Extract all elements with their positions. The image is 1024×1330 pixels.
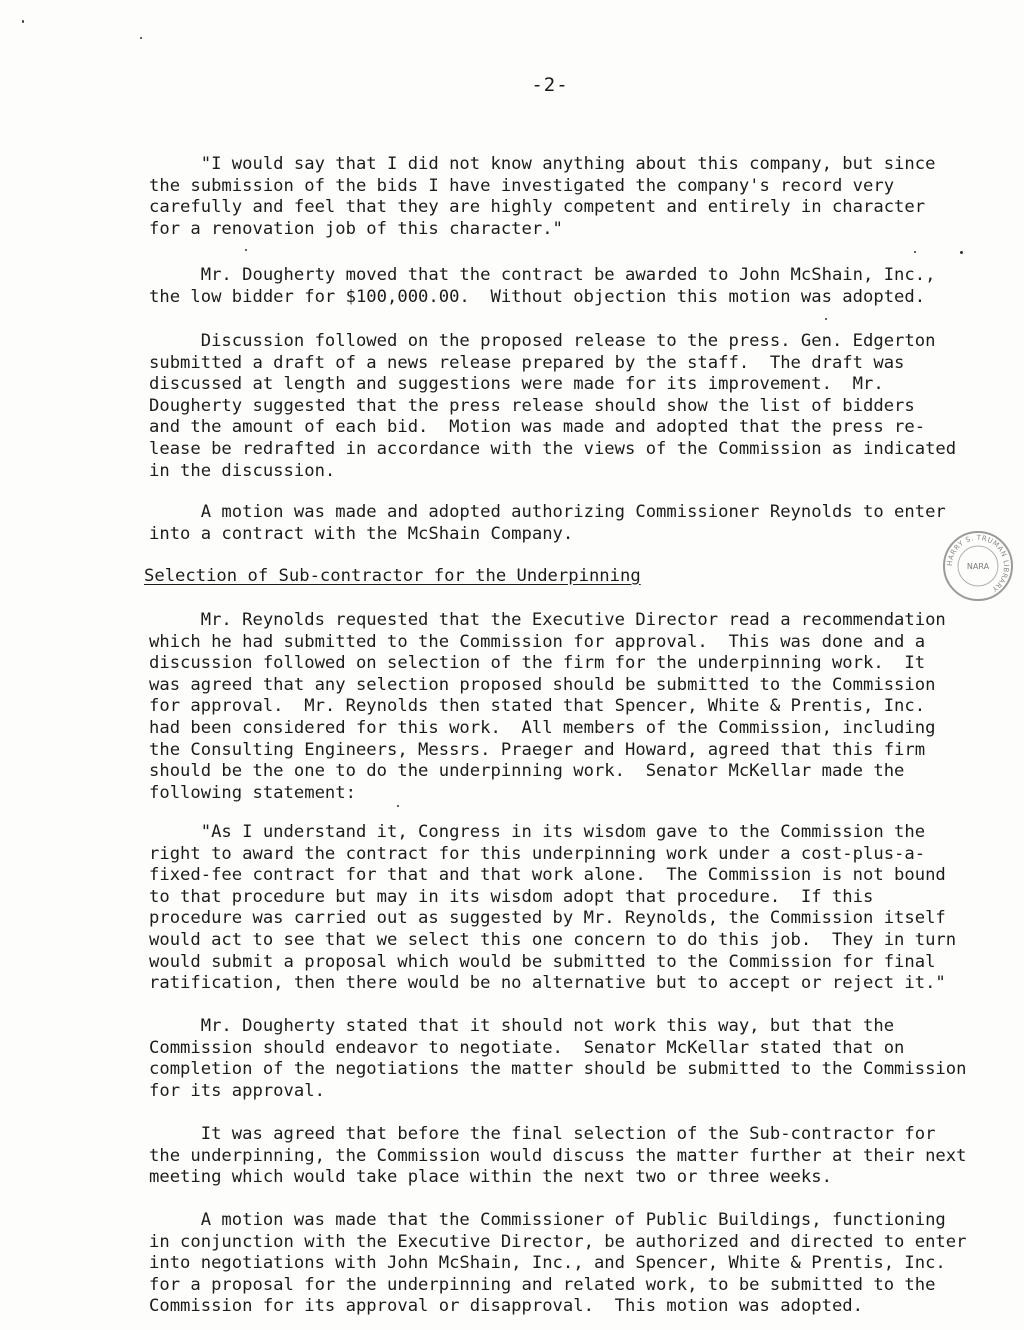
paragraph-underpinning-firm-selection: Mr. Reynolds requested that the Executive Director read a recommendation which he had submitted to the Commission for approval. This was done and a discussion followed on selection of the firm for the underpinning work. It was agreed that any selection proposed should be submitted to the Commission for approval. Mr. Reynolds then stated that Spencer, White & Prentis, Inc. had been considered for this work. All members of the Commission, including the Consulting Engineers, Messrs. Praeger and Howard, agreed that this firm should be the one to do the underpinning work. Senator McKellar made the following statement: xyxy=(149,610,946,803)
paragraph-next-meeting-agreement: It was agreed that before the final selection of the Sub-contractor for the underpinning, the Commission would discuss the matter further at their next meeting which would take place within the next two or three weeks. xyxy=(149,1124,967,1188)
paper-speck xyxy=(397,805,399,807)
seal-ring-text: HARRY S. TRUMAN LIBRARY xyxy=(945,533,1011,594)
quote-paragraph-company-record: "I would say that I did not know anything about this company, but since the submission of the bids I have investigated the company's record very carefully and feel that they are highly competent and entirely in character for a renovation job of this character." xyxy=(149,154,936,239)
paragraph-reynolds-contract-motion: A motion was made and adopted authorizing Commissioner Reynolds to enter into a contract with the McShain Company. xyxy=(149,502,946,544)
paper-speck xyxy=(245,249,247,251)
paragraph-contract-award-motion: Mr. Dougherty moved that the contract be awarded to John McShain, Inc., the low bidder for $100,000.00. Without objection this motion was adopted. xyxy=(149,265,936,307)
paragraph-press-release-discussion: Discussion followed on the proposed release to the press. Gen. Edgerton submitted a draft of a news release prepared by the staff. The draft was discussed at length and suggestions were made for its improvement. Mr. Dougherty suggested that the press release should show the list of bidders and the amount of each bid. Motion was made and adopted that the press re- lease be redrafted in accordance with the views of the Commission as indicated in the discussion. xyxy=(149,331,957,481)
paper-speck xyxy=(140,37,142,39)
paragraph-negotiation-authorization-motion: A motion was made that the Commissioner of Public Buildings, functioning in conjunction with the Executive Director, be authorized and directed to enter into negotiations with John McShain, Inc., and Spencer, White & Prentis, Inc. for a proposal for the underpinning and related work, to be submitted to the Commission for its approval or disapproval. This motion was adopted. xyxy=(149,1210,967,1317)
paper-speck xyxy=(960,251,963,254)
paper-speck xyxy=(22,20,24,23)
seal-center-text: NARA xyxy=(966,562,990,571)
library-seal-stamp xyxy=(940,528,1016,604)
page-number: -2- xyxy=(531,74,569,96)
paragraph-negotiation-discussion: Mr. Dougherty stated that it should not work this way, but that the Commission should endeavor to negotiate. Senator McKellar stated that on completion of the negotiations the matter should be submitted to the Commission for its approval. xyxy=(149,1016,967,1101)
quote-paragraph-mckellar-statement: "As I understand it, Congress in its wisdom gave to the Commission the right to award the contract for this underpinning work under a cost-plus-a- fixed-fee contract for that and that work alone. The Commission is not bound to that procedure but may in its wisdom adopt that procedure. If this procedure was carried out as suggested by Mr. Reynolds, the Commission itself would act to see that we select this one concern to do this job. They in turn would submit a proposal which would be submitted to the Commission for final ratification, then there would be no alternative but to accept or reject it." xyxy=(149,822,957,994)
paper-speck xyxy=(914,251,916,253)
section-heading: Selection of Sub-contractor for the Underpinning xyxy=(144,566,641,586)
paper-speck xyxy=(825,318,827,320)
